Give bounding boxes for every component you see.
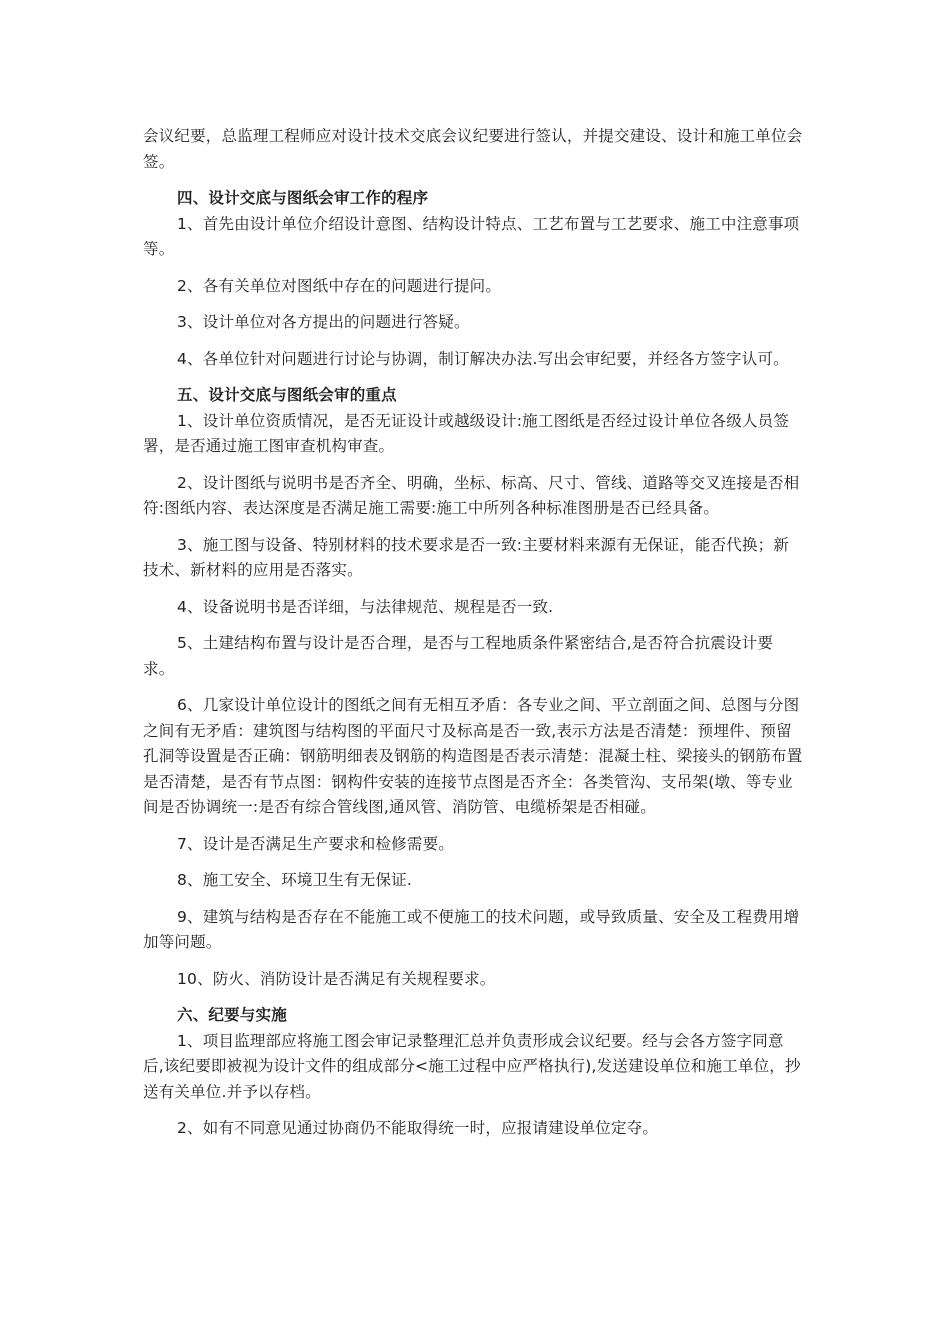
section-heading-4: 四、设计交底与图纸会审工作的程序 [177,189,429,207]
paragraph-intro: 会议纪要，总监理工程师应对设计技术交底会议纪要进行签认，并提交建设、设计和施工单位会签。 [143,127,803,171]
section-heading-6: 六、纪要与实施 [177,1006,287,1024]
paragraph-5-9: 9、建筑与结构是否存在不能施工或不便施工的技术问题，或导致质量、安全及工程费用增加等问题。 [143,907,800,951]
paragraph-6-2: 2、如有不同意见通过协商仍不能取得统一时，应报请建设单位定夺。 [177,1119,659,1137]
paragraph-5-7: 7、设计是否满足生产要求和检修需要。 [177,834,454,853]
paragraph-5-2: 2、设计图纸与说明书是否齐全、明确，坐标、标高、尺寸、管线、道路等交叉连接是否相符:图纸内容、表达深度是否满足施工需要:施工中所列各种标准图册是否已经具备。 [143,473,800,517]
paragraph-5-5: 5、土建结构布置与设计是否合理，是否与工程地质条件紧密结合,是否符合抗震设计要求。 [143,634,774,678]
section-heading-5: 五、设计交底与图纸会审的重点 [177,386,397,404]
paragraph-4-4: 4、各单位针对问题进行讨论与协调，制订解决办法.写出会审纪要，并经各方签字认可。 [177,349,789,368]
paragraph-5-10: 10、防火、消防设计是否满足有关规程要求。 [177,969,496,988]
paragraph-5-6: 6、几家设计单位设计的图纸之间有无相互矛盾：各专业之间、平立剖面之间、总图与分图之间有无矛盾：建筑图与结构图的平面尺寸及标高是否一致,表示方法是否清楚：预埋件、预留孔洞等设置是否正确：钢筋明细表及钢筋的构造图是否表示清楚：混凝土柱、梁接头的钢筋布置是否清楚，是否有节点图：钢构件安装的连接节点图是否齐全：各类管沟、支吊架(墩、等专业间是否协调统一:是否有综合管线图,通风管、消防管、电缆桥架是否相碰。 [143,696,803,816]
paragraph-4-2: 2、各有关单位对图纸中存在的问题进行提问。 [177,276,502,295]
paragraph-5-1: 1、设计单位资质情况，是否无证设计或越级设计:施工图纸是否经过设计单位各级人员签署，是否通过施工图审查机构审查。 [143,411,790,455]
paragraph-4-3: 3、设计单位对各方提出的问题进行答疑。 [177,313,470,331]
paragraph-6-1: 1、项目监理部应将施工图会审记录整理汇总并负责形成会议纪要。经与会各方签字同意后,该纪要即被视为设计文件的组成部分<施工过程中应严格执行),发送建设单位和施工单位，抄送有关单位.并予以存档。 [143,1031,801,1101]
paragraph-5-4: 4、设备说明书是否详细，与法律规范、规程是否一致. [177,597,554,616]
paragraph-4-1: 1、首先由设计单位介绍设计意图、结构设计特点、工艺布置与工艺要求、施工中注意事项等。 [143,214,800,258]
paragraph-5-8: 8、施工安全、环境卫生有无保证. [177,871,412,889]
paragraph-5-3: 3、施工图与设备、特别材料的技术要求是否一致:主要材料来源有无保证，能否代换；新技术、新材料的应用是否落实。 [143,535,790,579]
document-body [143,124,803,1142]
